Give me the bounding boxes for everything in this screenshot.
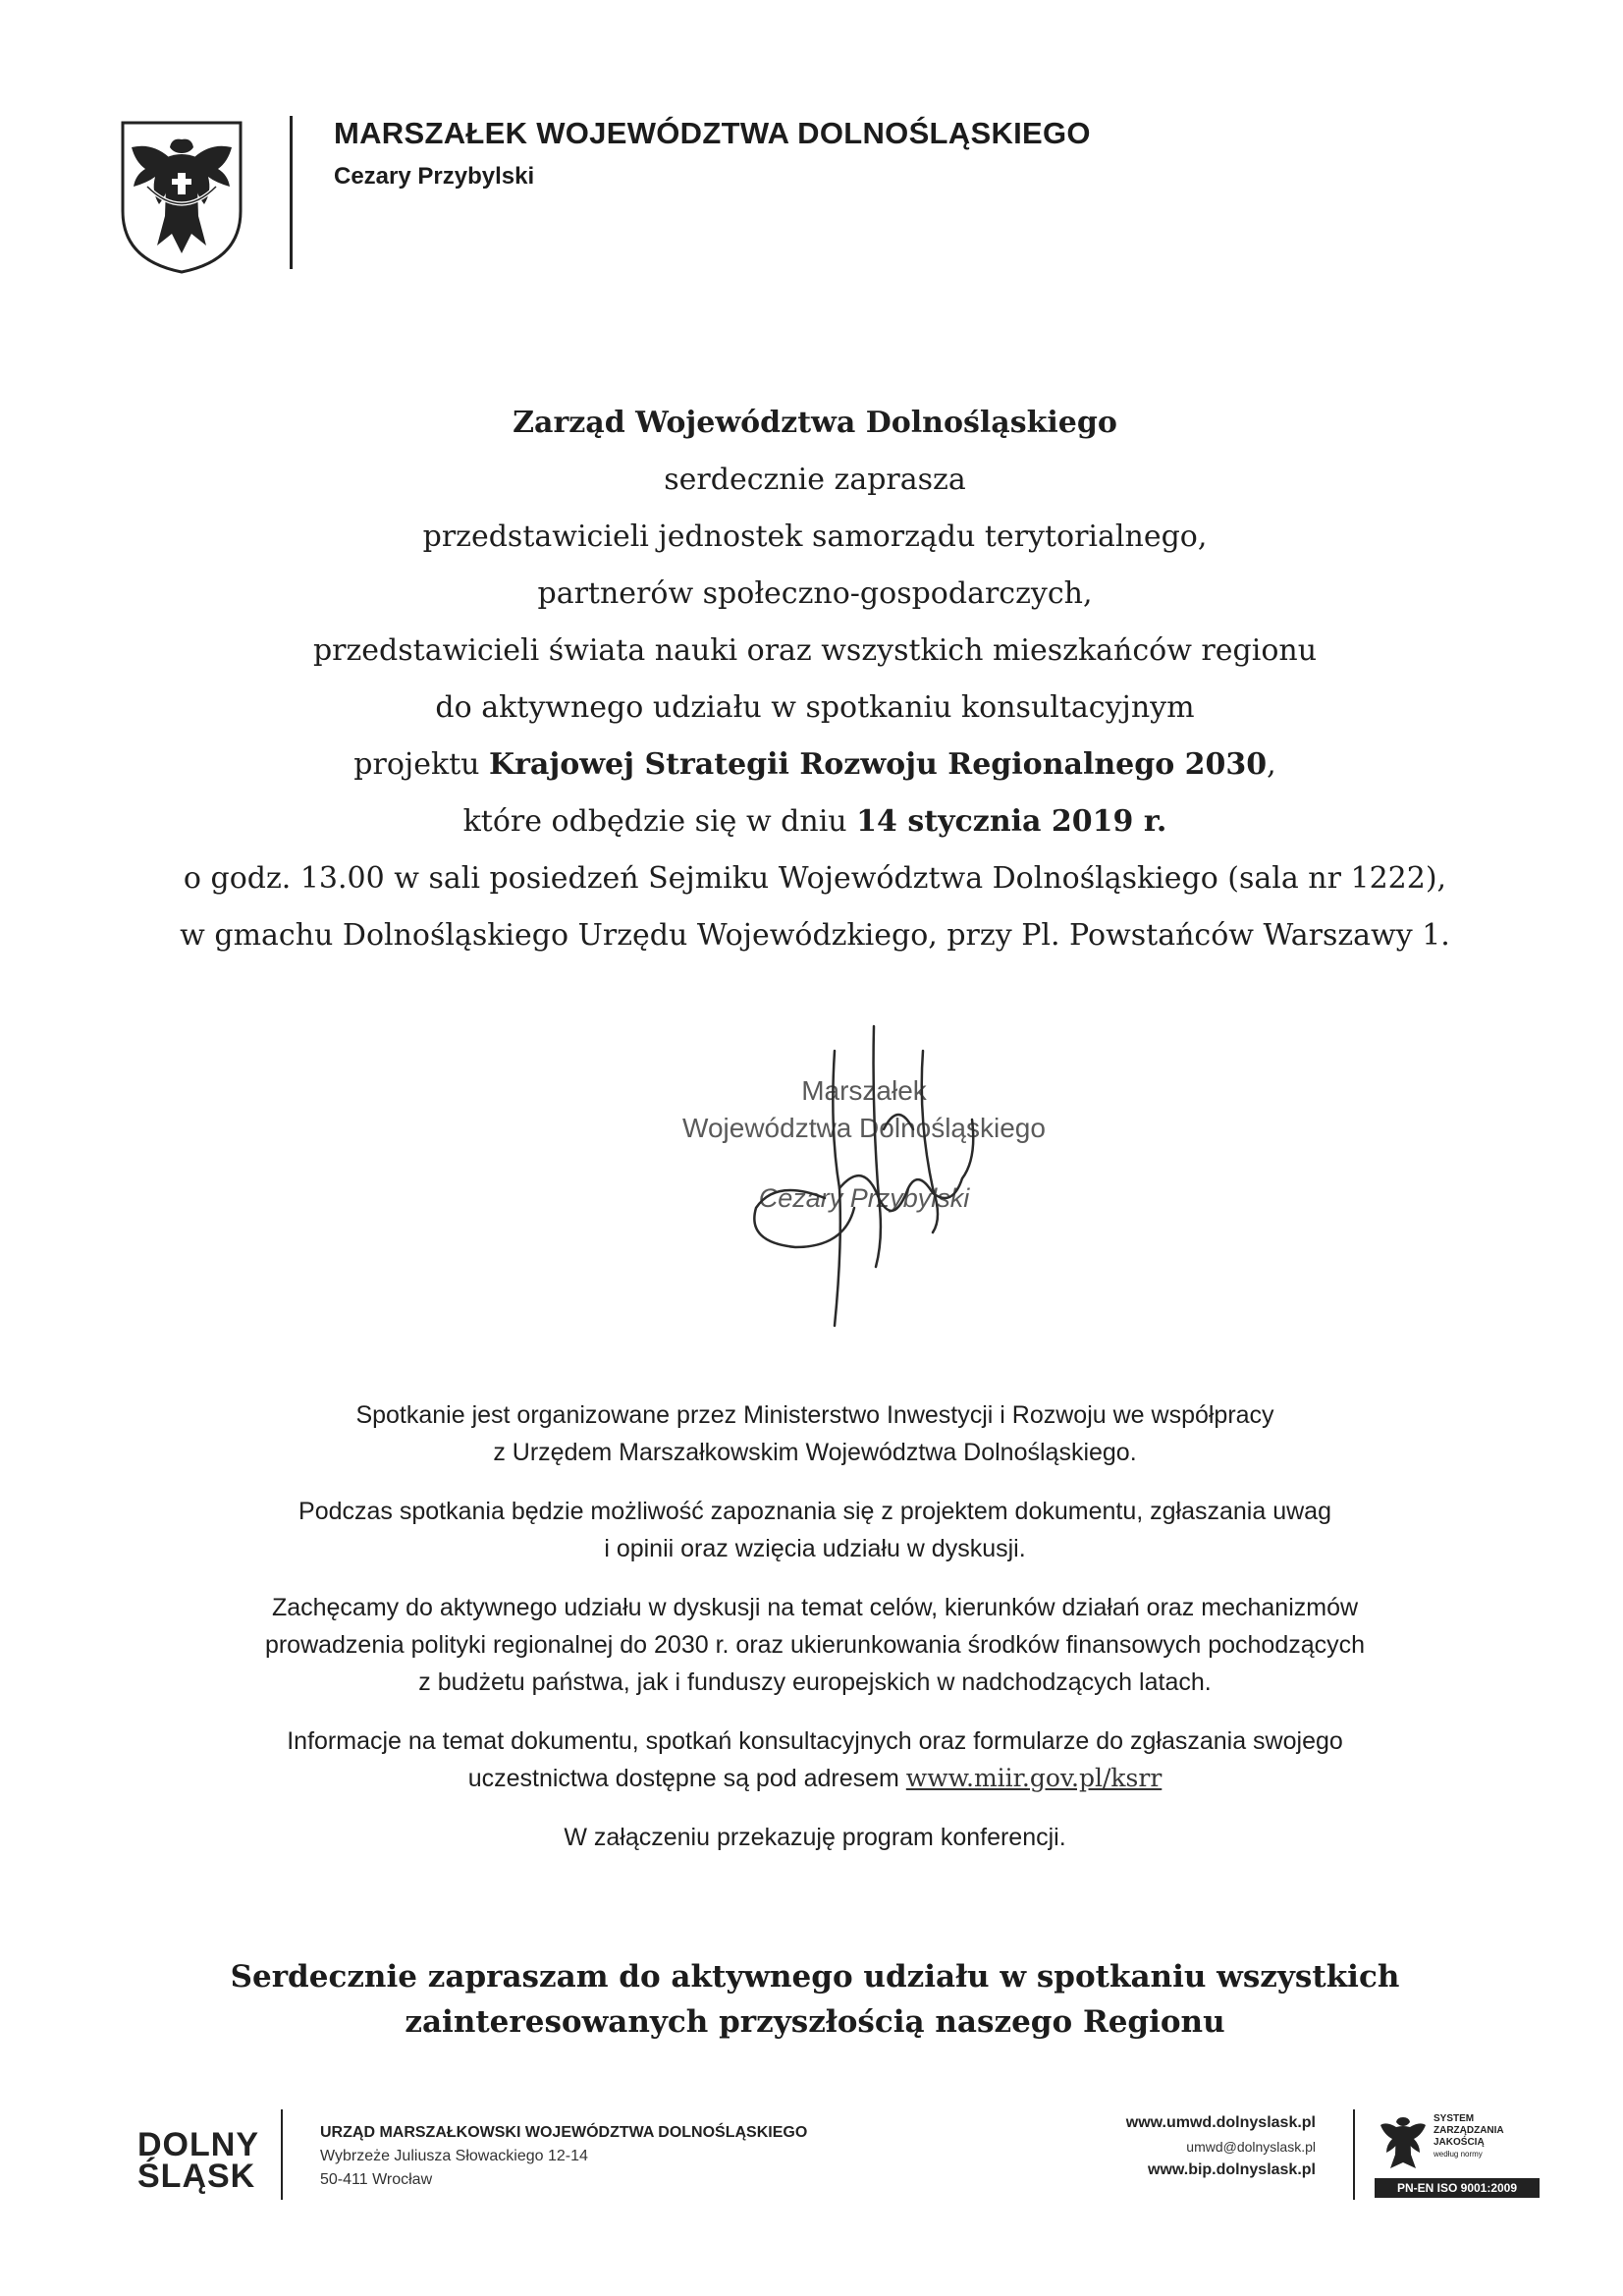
info-text: W załączeniu przekazuję program konferencji. bbox=[564, 1824, 1066, 1851]
invitation-date-line bbox=[177, 793, 1453, 850]
bip-link[interactable]: www.bip.dolnyslask.pl bbox=[1148, 2161, 1316, 2178]
dolny-slask-logo bbox=[137, 2126, 259, 2195]
quality-system-label bbox=[1434, 2113, 1504, 2160]
info-text: Zachęcamy do aktywnego udziału w dyskusji na temat celów, kierunków działań oraz mechanizmów bbox=[271, 1594, 1359, 1621]
invitation-text: projektu bbox=[353, 747, 490, 782]
cert-text-line: JAKOŚCIĄ bbox=[1434, 2137, 1485, 2148]
cert-text-line: SYSTEM bbox=[1434, 2113, 1475, 2124]
invitation-project-line bbox=[177, 737, 1453, 793]
invitation-line: w gmachu Dolnośląskiego Urzędu Wojewódzkiego, przy Pl. Powstańców Warszawy 1. bbox=[180, 918, 1450, 953]
invitation-line: partnerów społeczno-gospodarczych, bbox=[537, 576, 1093, 611]
info-paragraph-attachment bbox=[245, 1819, 1384, 1856]
invitation-block bbox=[177, 395, 1453, 964]
closing-line: zainteresowanych przyszłością naszego Regionu bbox=[405, 2004, 1225, 2040]
logo-line: ŚLĄSK bbox=[137, 2158, 256, 2195]
info-text: i opinii oraz wzięcia udziału w dyskusji. bbox=[604, 1535, 1026, 1562]
invitation-text: , bbox=[1267, 747, 1276, 782]
info-section bbox=[245, 1396, 1384, 1878]
email-link[interactable]: umwd@dolnyslask.pl bbox=[1186, 2139, 1316, 2155]
info-paragraph-consultation bbox=[245, 1493, 1384, 1567]
invitation-org: Zarząd Województwa Dolnośląskiego bbox=[513, 406, 1117, 440]
info-text: Podczas spotkania będzie możliwość zapoznania się z projektem dokumentu, zgłaszania uwag bbox=[298, 1498, 1331, 1525]
header-title: MARSZAŁEK WOJEWÓDZTWA DOLNOŚLĄSKIEGO bbox=[334, 116, 1091, 150]
invitation-line: do aktywnego udziału w spotkaniu konsultacyjnym bbox=[435, 690, 1195, 725]
cert-text-line: według normy bbox=[1434, 2150, 1483, 2159]
info-text: prowadzenia polityki regionalnej do 2030 r. oraz ukierunkowania środków finansowych pochodzących bbox=[264, 1631, 1366, 1659]
footer-divider bbox=[281, 2109, 283, 2200]
info-text: z Urzędem Marszałkowskim Województwa Dolnośląskiego. bbox=[493, 1439, 1137, 1466]
info-text: Spotkanie jest organizowane przez Ministerstwo Inwestycji i Rozwoju we współpracy bbox=[355, 1401, 1274, 1429]
info-text: z budżetu państwa, jak i funduszy europejskich w nadchodzących latach. bbox=[418, 1668, 1212, 1696]
signature-role-line: Marszałek bbox=[801, 1075, 927, 1106]
header-name: Cezary Przybylski bbox=[334, 163, 535, 190]
cert-text-line: ZARZĄDZANIA bbox=[1434, 2125, 1504, 2136]
website-link[interactable]: www.umwd.dolnyslask.pl bbox=[1125, 2114, 1316, 2131]
invitation-text: które odbędzie się w dniu bbox=[462, 804, 857, 839]
project-name: Krajowej Strategii Rozwoju Regionalnego 2030 bbox=[489, 747, 1268, 782]
handwritten-signature-icon bbox=[638, 1011, 1070, 1336]
closing-invitation bbox=[196, 1954, 1434, 2045]
info-paragraph-website bbox=[245, 1722, 1384, 1797]
info-paragraph-organizer bbox=[245, 1396, 1384, 1471]
signature-role-line: Województwa Dolnośląskiego bbox=[682, 1113, 1046, 1143]
footer-address bbox=[320, 2121, 807, 2192]
iso-norm-badge: PN-EN ISO 9001:2009 bbox=[1375, 2178, 1540, 2198]
office-city: 50-411 Wrocław bbox=[320, 2171, 433, 2188]
invitation-line: o godz. 13.00 w sali posiedzeń Sejmiku Województwa Dolnośląskiego (sala nr 1222), bbox=[183, 861, 1447, 896]
closing-line: Serdecznie zapraszam do aktywnego udziału w spotkaniu wszystkich bbox=[230, 1959, 1400, 1995]
signature-stamp-name: Cezary Przybylski bbox=[758, 1183, 970, 1213]
ksrr-link[interactable]: www.miir.gov.pl/ksrr bbox=[905, 1764, 1163, 1792]
eagle-crest-icon bbox=[118, 118, 245, 275]
office-name: URZĄD MARSZAŁKOWSKI WOJEWÓDZTWA DOLNOŚLĄSKIEGO bbox=[320, 2124, 808, 2141]
info-text: Informacje na temat dokumentu, spotkań konsultacyjnych oraz formularze do zgłaszania swojego bbox=[287, 1727, 1343, 1755]
header-divider bbox=[290, 116, 293, 269]
logo-line: DOLNY bbox=[137, 2126, 259, 2163]
office-street: Wybrzeże Juliusza Słowackiego 12-14 bbox=[320, 2148, 588, 2164]
invitation-line: przedstawicieli jednostek samorządu terytorialnego, bbox=[422, 519, 1208, 554]
invitation-line: przedstawicieli świata nauki oraz wszystkich mieszkańców regionu bbox=[312, 633, 1318, 668]
invitation-line: serdecznie zaprasza bbox=[664, 463, 966, 497]
info-paragraph-encouragement bbox=[245, 1589, 1384, 1701]
event-date: 14 stycznia 2019 r. bbox=[856, 804, 1167, 839]
footer-divider bbox=[1353, 2109, 1355, 2200]
footer-web bbox=[1021, 2111, 1316, 2182]
quality-eagle-icon bbox=[1379, 2113, 1428, 2170]
info-text: uczestnictwa dostępne są pod adresem bbox=[467, 1765, 906, 1792]
